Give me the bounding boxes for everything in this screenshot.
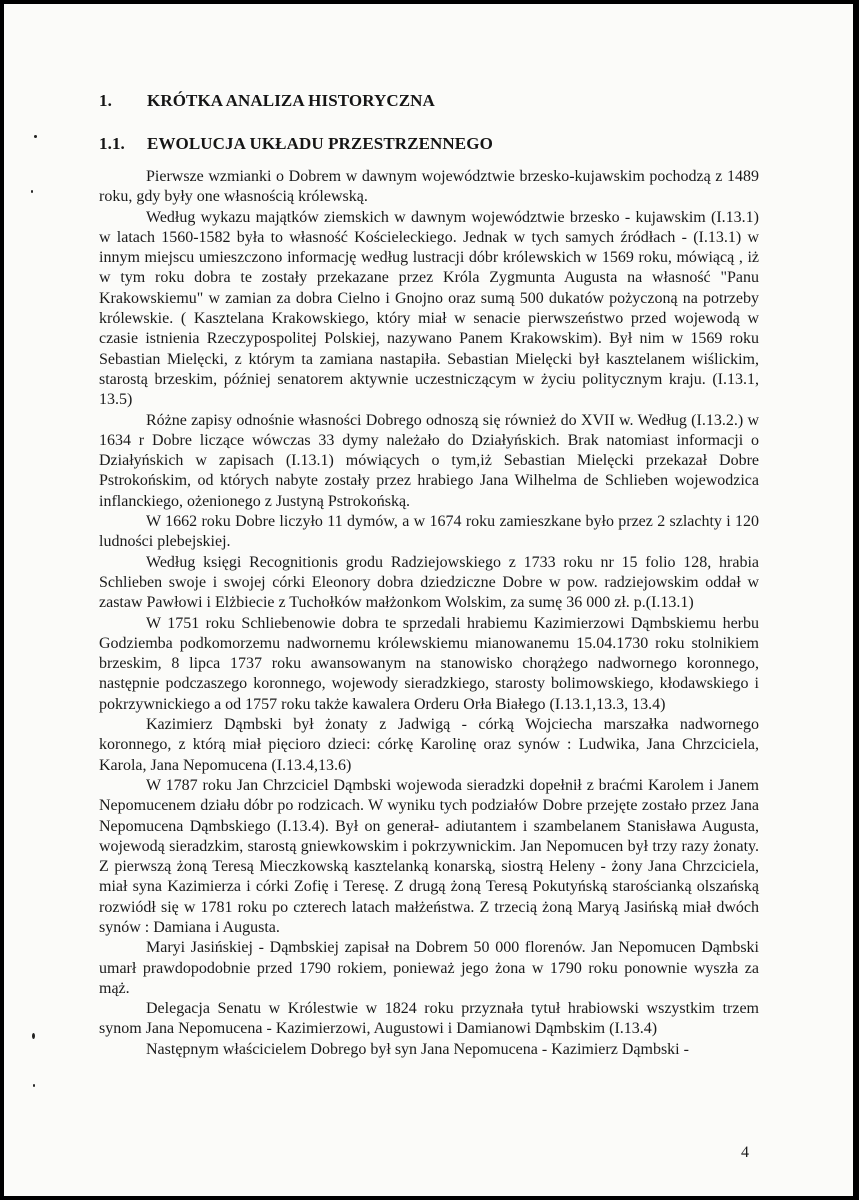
paragraph: Pierwsze wzmianki o Dobrem w dawnym województwie brzesko-kujawskim pochodzą z 1489 roku, gdy były one własnością królewską.	[99, 168, 759, 206]
body-text	[99, 167, 759, 1060]
page-number: 4	[741, 1144, 749, 1161]
section-heading	[99, 134, 493, 154]
chapter-title: KRÓTKA ANALIZA HISTORYCZNA	[147, 91, 435, 110]
scan-speck	[31, 190, 33, 193]
paragraph: W 1751 roku Schliebenowie dobra te sprzedali hrabiemu Kazimierzowi Dąmbskiemu herbu Godziemba podkomorzemu nadwornemu królewskiemu mianowanemu 15.04.1730 roku stolnikiem brzeskim, 8 lipca 1737 roku awansowanym na stanowisko chorążego nadwornego koronnego, następnie podczaszego koronnego, wojewody sieradzkiego, starosty bolimowskiego, kłodawskiego i pokrzywnickiego a od 1757 roku także kawalera Orderu Orła Białego (I.13.1,13.3, 13.4)	[99, 614, 759, 713]
paragraph: W 1787 roku Jan Chrzciciel Dąmbski wojewoda sieradzki dopełnił z braćmi Karolem i Janem Nepomucenem działu dóbr po rodzicach. W wyniku tych podziałów Dobre przejęte zostało przez Jana Nepomucena Dąmbskiego (I.13.4). Był on generał- adiutantem i szambelanem Stanisława Augusta, wojewodą sieradzkim, starostą gniewkowskim i pokrzywnickim. Jan Nepomucen był trzy razy żonaty. Z pierwszą żoną Teresą Mieczkowską kasztelanką konarską, siostrą Heleny - żony Jana Chrzciciela, miał syna Kazimierza i córki Zofię i Teresę. Z drugą żoną Teresą Pokutyńską starościanką olszańską rozwiódł się w 1781 roku po czterech latach małżeństwa. Z trzecią żoną Maryą Jasińską miał dwóch synów : Damiana i Augusta.	[99, 776, 759, 936]
document-page	[4, 4, 853, 1196]
chapter-heading	[99, 91, 435, 111]
scan-speck	[32, 1033, 35, 1039]
paragraph: Kazimierz Dąmbski był żonaty z Jadwigą - córką Wojciecha marszałka nadwornego koronnego, z którą miał pięcioro dzieci: córkę Karolinę oraz synów : Ludwika, Jana Chrzciciela, Karola, Jana Nepomucena (I.13.4,13.6)	[99, 716, 759, 774]
paragraph: Delegacja Senatu w Królestwie w 1824 roku przyznała tytuł hrabiowski wszystkim trzem synom Jana Nepomucena - Kazimierzowi, Augustowi i Damianowi Dąmbskim (I.13.4)	[99, 1000, 759, 1038]
paragraph: Według wykazu majątków ziemskich w dawnym województwie brzesko - kujawskim (I.13.1) w latach 1560-1582 była to własność Kościeleckiego. Jednak w tych samych źródłach - (I.13.1) w innym miejscu umieszczono informację według lustracji dóbr królewskich w 1569 roku, mówiącą , iż w tym roku dobra te zostały przekazane przez Króla Zygmunta Augusta na własność "Panu Krakowskiemu" w zamian za dobra Cielno i Gnojno oraz sumą 500 dukatów pożyczoną na potrzeby królewskie. ( Kasztelana Krakowskiego, który miał w senacie pierwszeństwo przed wojewodą w czasie istnienia Rzeczypospolitej Polskiej, nazywano Panem Krakowskim). Był nim w 1569 roku Sebastian Mielęcki, z którym ta zamiana nastapiła. Sebastian Mielęcki był kasztelanem wiślickim, starostą brzeskim, później senatorem aktywnie uczestniczącym w życiu politycznym kraju. (I.13.1, 13.5)	[99, 208, 759, 409]
paragraph: W 1662 roku Dobre liczyło 11 dymów, a w 1674 roku zamieszkane było przez 2 szlachty i 120 ludności plebejskiej.	[99, 513, 759, 551]
scan-speck	[34, 135, 37, 138]
paragraph: Różne zapisy odnośnie własności Dobrego odnoszą się również do XVII w. Według (I.13.2.) w 1634 r Dobre liczące wówczas 33 dymy należało do Działyńskich. Brak natomiast informacji o Działyńskich w zapisach (I.13.1) mówiących o tym,iż Sebastian Mielęcki przekazał Dobre Pstrokońskim, od których nabyte zostały przez hrabiego Jana Wilhelma de Schlieben wojewodzica inflanckiego, ożenionego z Justyną Pstrokońską.	[99, 411, 759, 510]
section-number: 1.1.	[99, 134, 125, 153]
scan-speck	[33, 1084, 35, 1087]
paragraph: Następnym właścicielem Dobrego był syn Jana Nepomucena - Kazimierz Dąmbski -	[146, 1040, 689, 1058]
paragraph: Według księgi Recognitionis grodu Radziejowskiego z 1733 roku nr 15 folio 128, hrabia Schlieben swoje i swojej córki Eleonory dobra dziedziczne Dobre w pow. radziejowskim oddał w zastaw Pawłowi i Elżbiecie z Tuchołków małżonkom Wolskim, za sumę 36 000 zł. p.(I.13.1)	[99, 553, 759, 612]
section-title: EWOLUCJA UKŁADU PRZESTRZENNEGO	[147, 134, 493, 153]
paragraph: Maryi Jasińskiej - Dąmbskiej zapisał na Dobrem 50 000 florenów. Jan Nepomucen Dąmbski umarł prawdopodobnie przed 1790 rokiem, ponieważ jego żona w 1790 roku ponownie wyszła za mąż.	[99, 939, 759, 997]
chapter-number: 1.	[99, 91, 112, 110]
